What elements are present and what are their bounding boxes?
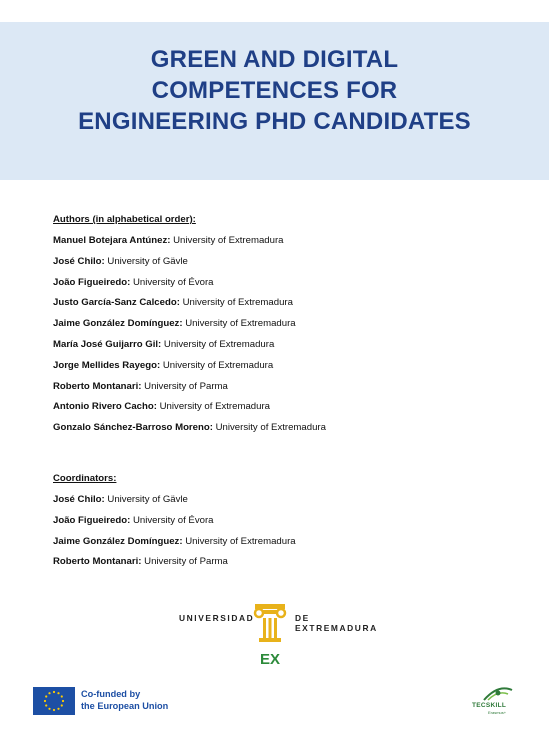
document-title — [0, 44, 549, 137]
title-line-3: ENGINEERING PHD CANDIDATES — [78, 108, 471, 135]
coordinators-heading: Coordinators: — [53, 473, 117, 484]
eu-star-icon — [53, 691, 55, 693]
eu-star-icon — [44, 700, 46, 702]
author-name: Jaime González Domínguez — [53, 318, 180, 330]
author-affiliation: University of Parma — [144, 380, 228, 392]
eu-star-icon — [53, 709, 55, 711]
eu-star-icon — [62, 700, 64, 702]
coordinator-affiliation: University of Évora — [132, 514, 214, 526]
coordinator-affiliation: University of Extremadura — [185, 535, 296, 547]
eu-cofunding-text — [81, 688, 168, 712]
author-name: José Chilo — [53, 255, 102, 267]
author-name: María José Guijarro Gil — [53, 338, 159, 350]
coordinator-affiliation: University of Gävle — [107, 494, 188, 505]
eu-star-icon — [45, 695, 47, 697]
eu-star-icon — [48, 708, 50, 710]
tecskill-logo-icon — [478, 682, 518, 704]
author-entry: Roberto Montanari: University of Parma — [53, 380, 228, 392]
coordinator-entry: Jaime González Domínguez: University of Extremadura — [53, 535, 296, 547]
author-entry: Manuel Botejara Antúnez: University of Extremadura — [53, 235, 284, 246]
tecskill-label: TECSKILL — [472, 702, 507, 709]
author-affiliation: University of Extremadura — [163, 338, 275, 350]
author-name: Gonzalo Sánchez-Barroso Moreno — [53, 422, 210, 434]
coordinator-name: Roberto Montanari — [53, 556, 139, 568]
eu-text-line-1: Co-funded by — [81, 689, 141, 699]
authors-section — [53, 213, 513, 442]
coordinator-entry: João Figueiredo: University of Évora — [53, 514, 214, 526]
author-entry: Justo García-Sanz Calcedo: University of Extremadura — [53, 297, 293, 309]
author-entry: María José Guijarro Gil: University of Extremadura — [53, 338, 275, 350]
title-line-2: COMPETENCES FOR — [151, 77, 398, 104]
eu-flag-icon — [33, 687, 75, 715]
coordinator-name: Jaime González Domínguez — [53, 535, 180, 547]
eu-star-icon — [57, 692, 59, 694]
author-affiliation: University of Gävle — [107, 255, 188, 267]
coordinator-affiliation: University of Parma — [144, 556, 228, 568]
uex-logo — [178, 604, 378, 670]
author-affiliation: University of Extremadura — [182, 297, 293, 309]
author-affiliation: University of Extremadura — [185, 318, 296, 330]
coordinator-name: José Chilo — [53, 494, 102, 505]
author-entry: José Chilo: University of Gävle — [53, 255, 188, 267]
author-entry: Gonzalo Sánchez-Barroso Moreno: University of Extremadura — [53, 422, 326, 434]
erasmus-label: Erasmus+ — [488, 710, 507, 715]
eu-star-icon — [61, 695, 63, 697]
uex-emblem-text: EX — [259, 651, 281, 668]
authors-heading: Authors (in alphabetical order): — [53, 214, 196, 225]
author-entry: João Figueiredo: University of Évora — [53, 276, 214, 288]
author-affiliation: University of Évora — [132, 276, 214, 288]
author-entry: Jorge Mellides Rayego: University of Extremadura — [53, 359, 274, 371]
author-name: Roberto Montanari — [53, 380, 139, 392]
uex-logo-left-text: UNIVERSIDAD — [179, 613, 255, 623]
eu-star-icon — [61, 704, 63, 706]
author-name: Manuel Botejara Antúnez — [53, 235, 168, 246]
author-name: Jorge Mellides Rayego — [53, 359, 157, 371]
uex-column-emblem-icon — [252, 604, 288, 670]
coordinator-entry: Roberto Montanari: University of Parma — [53, 556, 228, 568]
author-name: Antonio Rivero Cacho — [53, 401, 154, 413]
author-name: João Figueiredo — [53, 276, 128, 288]
eu-text-line-2: the European Union — [81, 701, 169, 711]
author-name: Justo García-Sanz Calcedo — [53, 297, 177, 309]
author-affiliation: University of Extremadura — [215, 422, 326, 434]
author-entry: Antonio Rivero Cacho: University of Extremadura — [53, 401, 270, 413]
author-affiliation: University of Extremadura — [173, 235, 284, 246]
coordinator-name: João Figueiredo — [53, 514, 128, 526]
uex-logo-right-text: DE EXTREMADURA — [295, 613, 378, 633]
tecskill-logo — [468, 682, 528, 722]
eu-star-icon — [57, 708, 59, 710]
title-line-1: GREEN AND DIGITAL — [150, 46, 399, 73]
eu-star-icon — [48, 692, 50, 694]
author-affiliation: University of Extremadura — [159, 401, 270, 413]
eu-star-icon — [45, 704, 47, 706]
author-affiliation: University of Extremadura — [162, 359, 274, 371]
coordinators-section — [53, 472, 513, 576]
author-entry: Jaime González Domínguez: University of Extremadura — [53, 318, 296, 330]
coordinator-entry: José Chilo: University of Gävle — [53, 494, 188, 505]
